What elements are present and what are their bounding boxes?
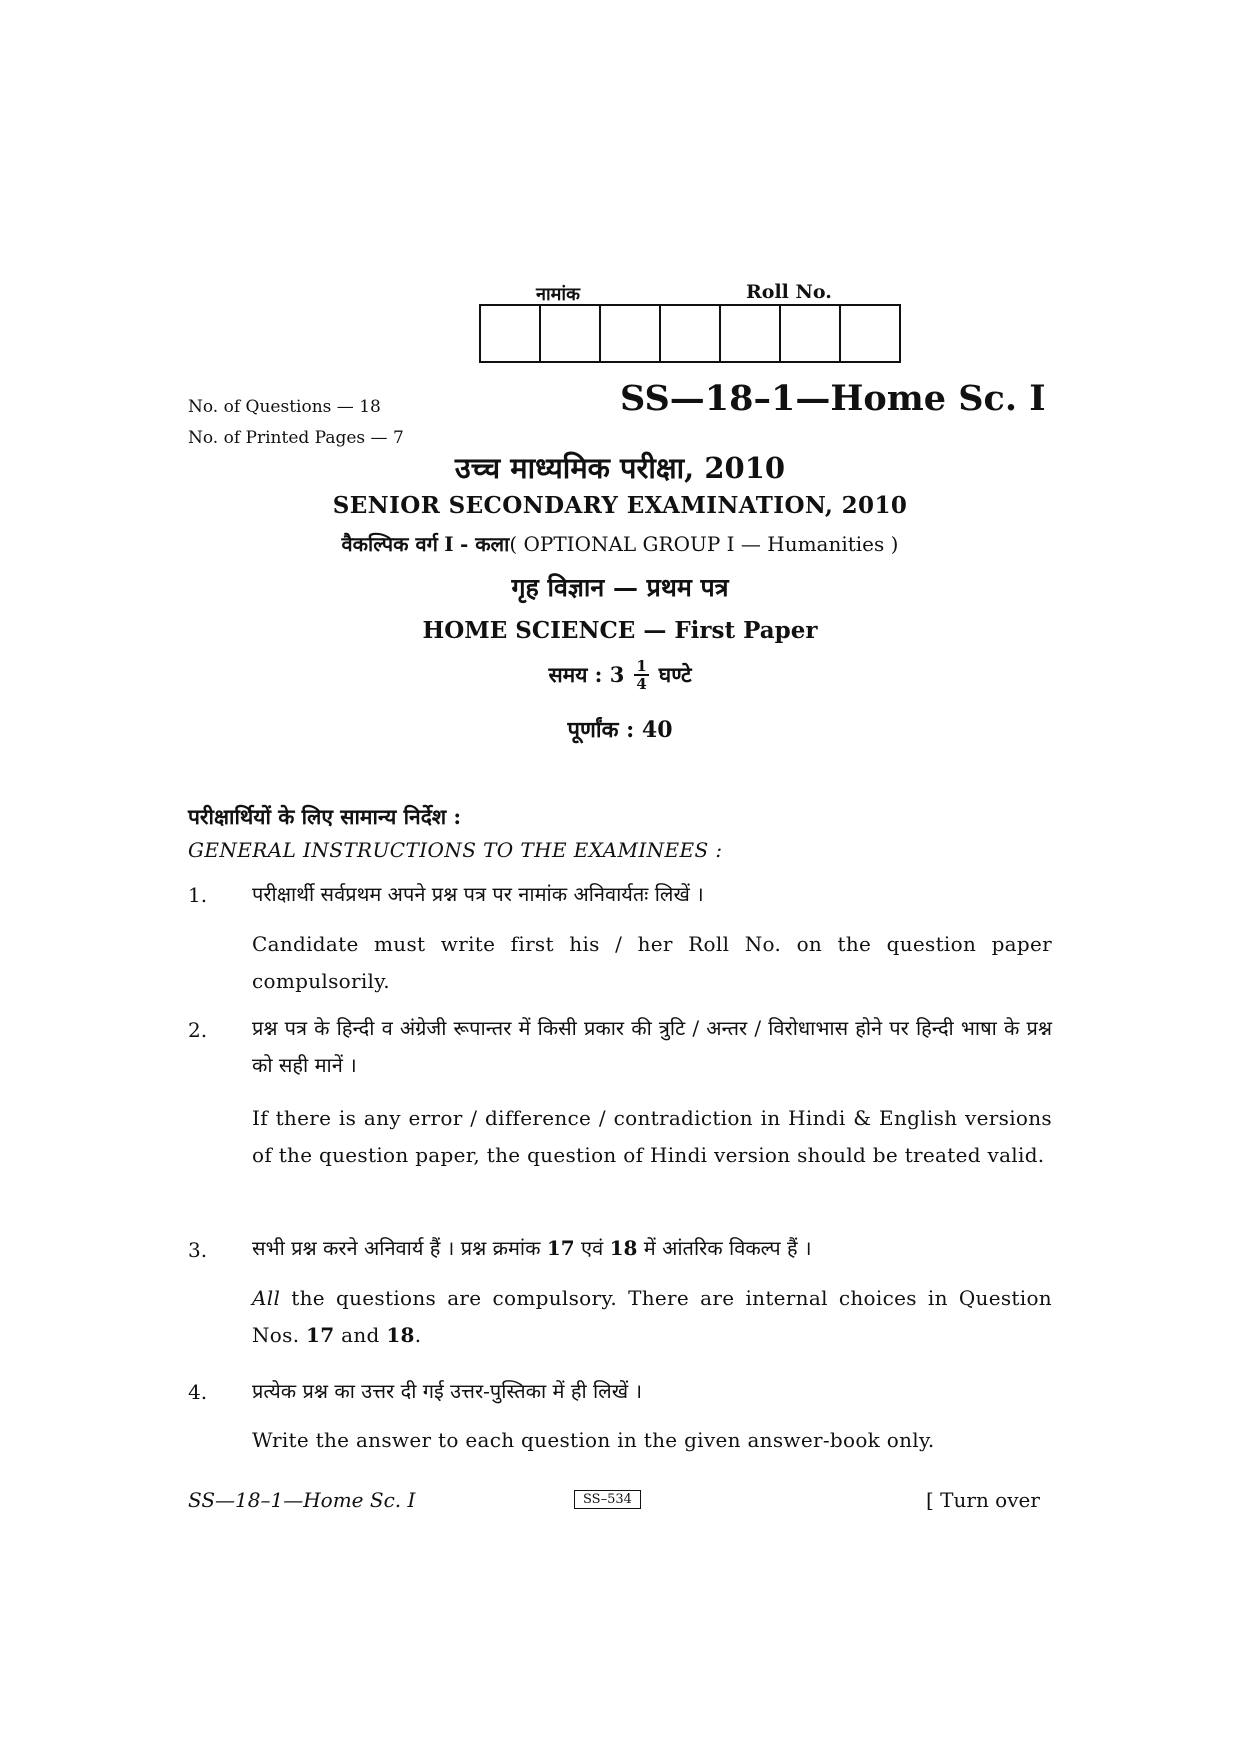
optional-group-hindi: वैकल्पिक वर्ग (341, 532, 438, 556)
fraction-numerator: 1 (636, 657, 647, 675)
roll-number-boxes (479, 304, 901, 363)
exam-title-hindi: उच्च माध्यमिक परीक्षा, 2010 (454, 451, 786, 485)
instruction-text: में आंतरिक विकल्प हैं । (643, 1236, 812, 1260)
instruction-hindi (252, 1230, 1052, 1267)
roll-digit-box[interactable] (601, 306, 661, 361)
roll-digit-box[interactable] (481, 306, 541, 361)
instruction-english (252, 1280, 1052, 1354)
emphasis-text: All (252, 1286, 281, 1310)
instruction-text: the questions are compulsory. There are internal choices in Question Nos. (252, 1286, 1052, 1347)
footer-booklet-code: SS–534 (574, 1490, 641, 1509)
question-number: 18 (609, 1236, 638, 1260)
subject-hindi: गृह विज्ञान — प्रथम पत्र (511, 573, 729, 602)
instruction-text: . (414, 1323, 422, 1347)
time-label: समय : 3 (548, 662, 625, 687)
instruction-hindi: प्रत्येक प्रश्न का उत्तर दी गई उत्तर-पुस्तिका में ही लिखें । (252, 1379, 643, 1403)
roll-digit-box[interactable] (841, 306, 899, 361)
num-printed-pages: No. of Printed Pages — 7 (188, 428, 404, 448)
question-number: 18 (386, 1323, 415, 1347)
exam-title-english: SENIOR SECONDARY EXAMINATION, 2010 (332, 492, 908, 519)
roll-digit-box[interactable] (661, 306, 721, 361)
time-unit: घण्टे (658, 662, 692, 687)
roll-label-english: Roll No. (746, 281, 832, 303)
paper-code: SS—18–1—Home Sc. I (620, 378, 1046, 419)
instructions-heading-english: GENERAL INSTRUCTIONS TO THE EXAMINEES : (188, 838, 723, 862)
instruction-english: Candidate must write first his / her Roll No. on the question paper compulsorily. (252, 932, 1052, 993)
fraction-denominator: 4 (636, 675, 647, 693)
num-questions: No. of Questions — 18 (188, 397, 381, 417)
instruction-number: 3. (188, 1238, 208, 1262)
instruction-hindi: प्रश्न पत्र के हिन्दी व अंग्रेजी रूपान्तर में किसी प्रकार की त्रुटि / अन्तर / विरोधाभास होने पर हिन्दी भाषा के प्रश्न को सही मानें । (252, 1016, 1052, 1077)
question-number: 17 (306, 1323, 335, 1347)
optional-group-number: I (444, 532, 454, 556)
subject-english: HOME SCIENCE — First Paper (422, 617, 818, 644)
turn-over-note: [ Turn over (926, 1488, 1040, 1512)
roll-digit-box[interactable] (721, 306, 781, 361)
roll-digit-box[interactable] (781, 306, 841, 361)
instruction-number: 4. (188, 1380, 208, 1404)
optional-group-english: ( OPTIONAL GROUP I — Humanities ) (509, 532, 899, 556)
instruction-text: and (341, 1323, 380, 1347)
optional-group-kala: - कला (459, 532, 510, 556)
instruction-english: If there is any error / difference / contradiction in Hindi & English versions of the question paper, the question of Hindi version should be treated valid. (252, 1106, 1052, 1167)
roll-label-hindi: नामांक (536, 284, 580, 305)
instructions-heading-hindi: परीक्षार्थियों के लिए सामान्य निर्देश : (188, 804, 462, 829)
roll-digit-box[interactable] (541, 306, 601, 361)
instruction-number: 1. (188, 883, 208, 907)
optional-group (0, 530, 1240, 557)
instruction-text: एवं (581, 1236, 604, 1260)
instruction-english: Write the answer to each question in the given answer-book only. (252, 1428, 935, 1452)
time-allowed (0, 658, 1240, 692)
instruction-number: 2. (188, 1018, 208, 1042)
total-marks: पूर्णांक : 40 (567, 717, 673, 743)
footer-paper-code: SS—18–1—Home Sc. I (188, 1488, 416, 1512)
instruction-hindi: परीक्षार्थी सर्वप्रथम अपने प्रश्न पत्र पर नामांक अनिवार्यतः लिखें । (252, 882, 704, 906)
time-fraction (634, 658, 648, 692)
question-number: 17 (546, 1236, 575, 1260)
instruction-text: सभी प्रश्न करने अनिवार्य हैं । प्रश्न क्रमांक (252, 1236, 541, 1260)
